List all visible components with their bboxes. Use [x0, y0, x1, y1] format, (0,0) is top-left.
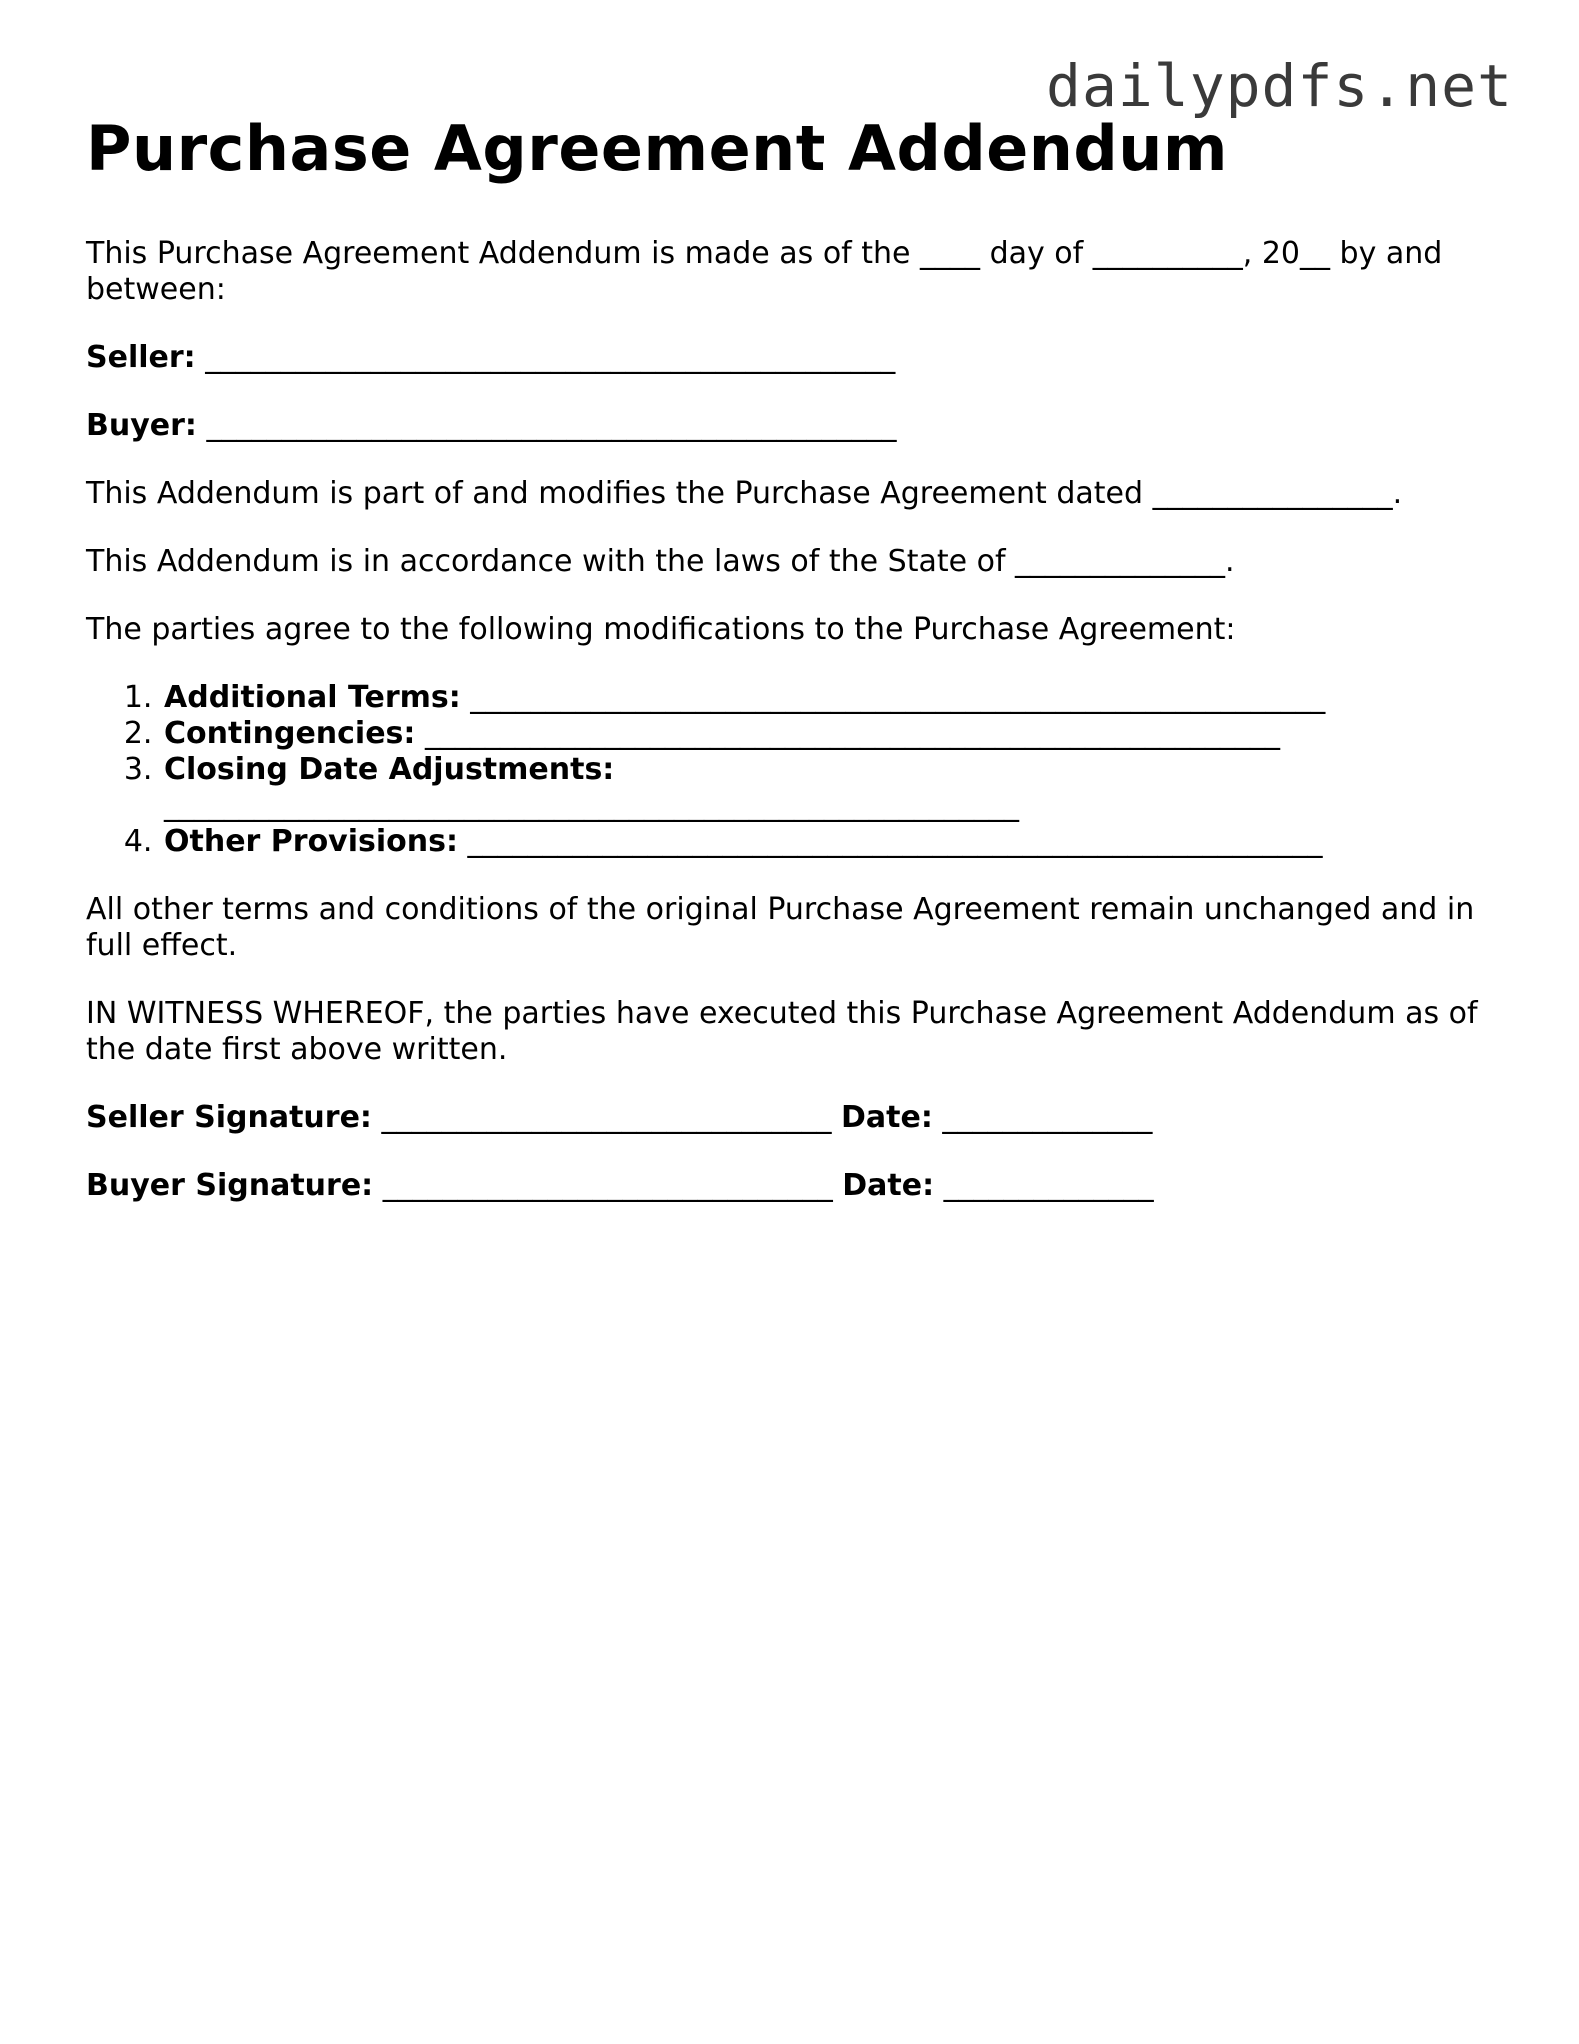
list-item-label: Contingencies: — [164, 716, 416, 751]
buyer-date-blank[interactable]: ______________ — [943, 1168, 1154, 1203]
buyer-field — [86, 408, 1506, 444]
seller-field — [86, 340, 1506, 376]
modifications-list — [86, 680, 1506, 860]
seller-blank[interactable]: ______________________________________________ — [205, 340, 896, 375]
list-item-label: Additional Terms: — [164, 680, 461, 715]
seller-date-blank[interactable]: ______________ — [942, 1100, 1153, 1135]
list-item-label: Closing Date Adjustments: — [164, 752, 615, 787]
list-item — [162, 716, 1454, 752]
document-page — [86, 108, 1506, 1204]
modifies-paragraph: This Addendum is part of and modifies the Purchase Agreement dated ________________. — [86, 476, 1403, 511]
buyer-label: Buyer: — [86, 408, 197, 443]
intro-paragraph: This Purchase Agreement Addendum is made as of the ____ day of __________, 20__ by and between: — [86, 236, 1443, 307]
list-item-label: Other Provisions: — [164, 824, 458, 859]
state-paragraph: This Addendum is in accordance with the laws of the State of ______________. — [86, 544, 1235, 579]
list-item-blank[interactable]: _________________________________________________________ — [467, 824, 1323, 859]
watermark: dailypdfs.net — [1046, 52, 1513, 120]
seller-date-label: Date: — [841, 1100, 933, 1135]
seller-signature-label: Seller Signature: — [86, 1100, 372, 1135]
seller-label: Seller: — [86, 340, 196, 375]
seller-signature-blank[interactable]: ______________________________ — [381, 1100, 832, 1135]
seller-signature-line — [86, 1100, 1506, 1136]
list-item-blank[interactable]: _________________________________________________________ — [164, 788, 1019, 823]
buyer-signature-blank[interactable]: ______________________________ — [382, 1168, 833, 1203]
buyer-blank[interactable]: ______________________________________________ — [206, 408, 897, 443]
list-item-blank[interactable]: _________________________________________________________ — [470, 680, 1326, 715]
list-item — [162, 680, 1494, 716]
buyer-signature-label: Buyer Signature: — [86, 1168, 374, 1203]
buyer-signature-line — [86, 1168, 1506, 1204]
buyer-date-label: Date: — [842, 1168, 935, 1203]
agree-paragraph: The parties agree to the following modifications to the Purchase Agreement: — [86, 612, 1236, 647]
remain-paragraph: All other terms and conditions of the original Purchase Agreement remain unchanged and in full effect. — [86, 892, 1475, 963]
witness-paragraph: IN WITNESS WHEREOF, the parties have executed this Purchase Agreement Addendum as of the date first above written. — [86, 996, 1478, 1067]
list-item — [162, 824, 1494, 860]
document-title: Purchase Agreement Addendum — [86, 112, 1229, 185]
list-item-blank[interactable]: _________________________________________________________ — [424, 716, 1280, 751]
list-item — [162, 752, 1244, 824]
